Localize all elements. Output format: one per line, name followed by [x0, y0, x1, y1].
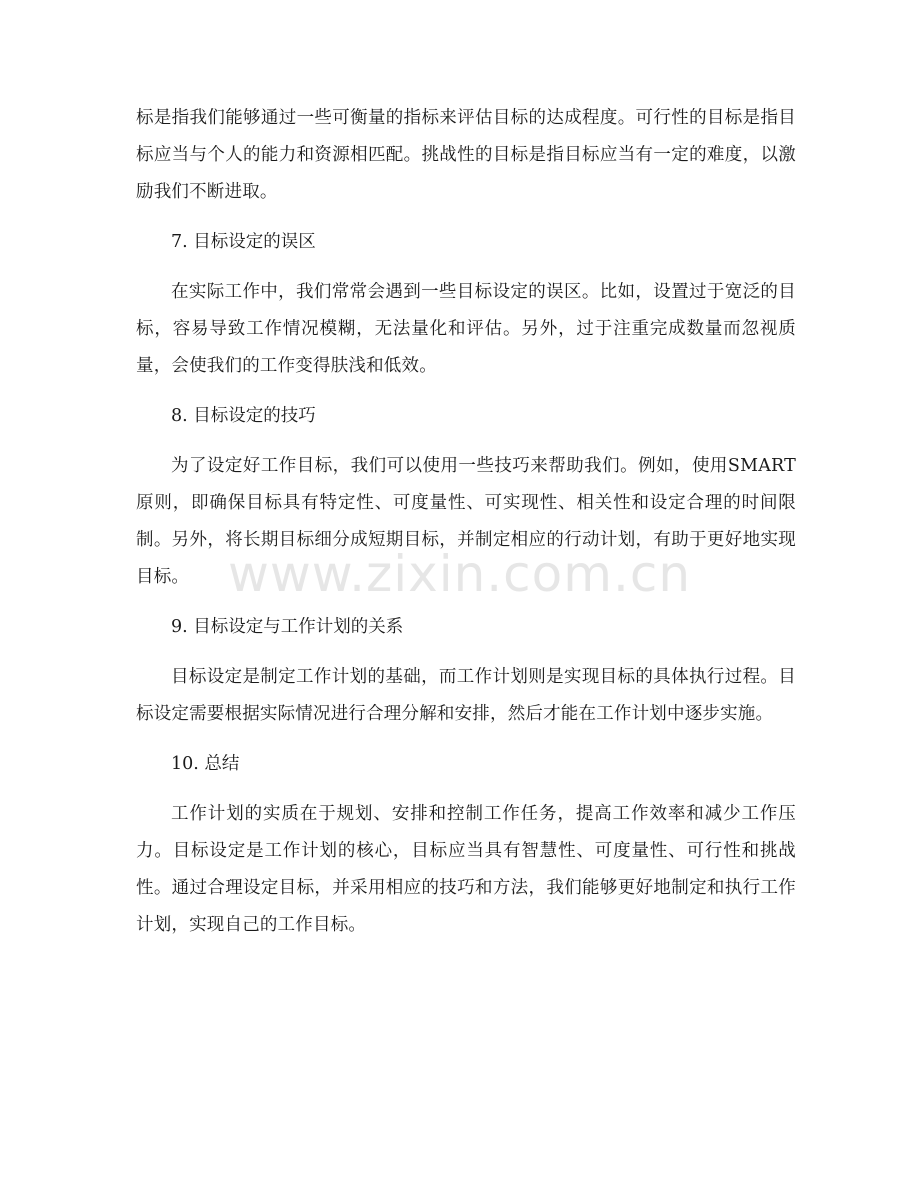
intro-paragraph: 标是指我们能够通过一些可衡量的指标来评估目标的达成程度。可行性的目标是指目标应当与个人的能力和资源相匹配。挑战性的目标是指目标应当有一定的难度，以激励我们不断进取。: [136, 108, 796, 202]
watermark-text: www.zixin.com.cn: [228, 545, 692, 603]
section-heading-8: 8. 目标设定的技巧: [171, 406, 316, 426]
section-body-10: 工作计划的实质在于规划、安排和控制工作任务，提高工作效率和减少工作压力。目标设定是工作计划的核心，目标应当具有智慧性、可度量性、可行性和挑战性。通过合理设定目标，并采用相应的技巧和方法，我们能够更好地制定和执行工作计划，实现自己的工作目标。: [136, 804, 796, 935]
section-heading-9: 9. 目标设定与工作计划的关系: [171, 617, 404, 637]
section-body-7: 在实际工作中，我们常常会遇到一些目标设定的误区。比如，设置过于宽泛的目标，容易导致工作情况模糊，无法量化和评估。另外，过于注重完成数量而忽视质量，会使我们的工作变得肤浅和低效。: [136, 282, 796, 376]
section-heading-7: 7. 目标设定的误区: [171, 232, 316, 252]
section-heading-10: 10. 总结: [171, 754, 240, 774]
section-body-8: 为了设定好工作目标，我们可以使用一些技巧来帮助我们。例如，使用SMART原则，即确保目标具有特定性、可度量性、可实现性、相关性和设定合理的时间限制。另外，将长期目标细分成短期目标，并制定相应的行动计划，有助于更好地实现目标。: [136, 456, 796, 587]
section-body-9: 目标设定是制定工作计划的基础，而工作计划则是实现目标的具体执行过程。目标设定需要根据实际情况进行合理分解和安排，然后才能在工作计划中逐步实施。: [136, 667, 796, 724]
document-page: [136, 100, 796, 944]
